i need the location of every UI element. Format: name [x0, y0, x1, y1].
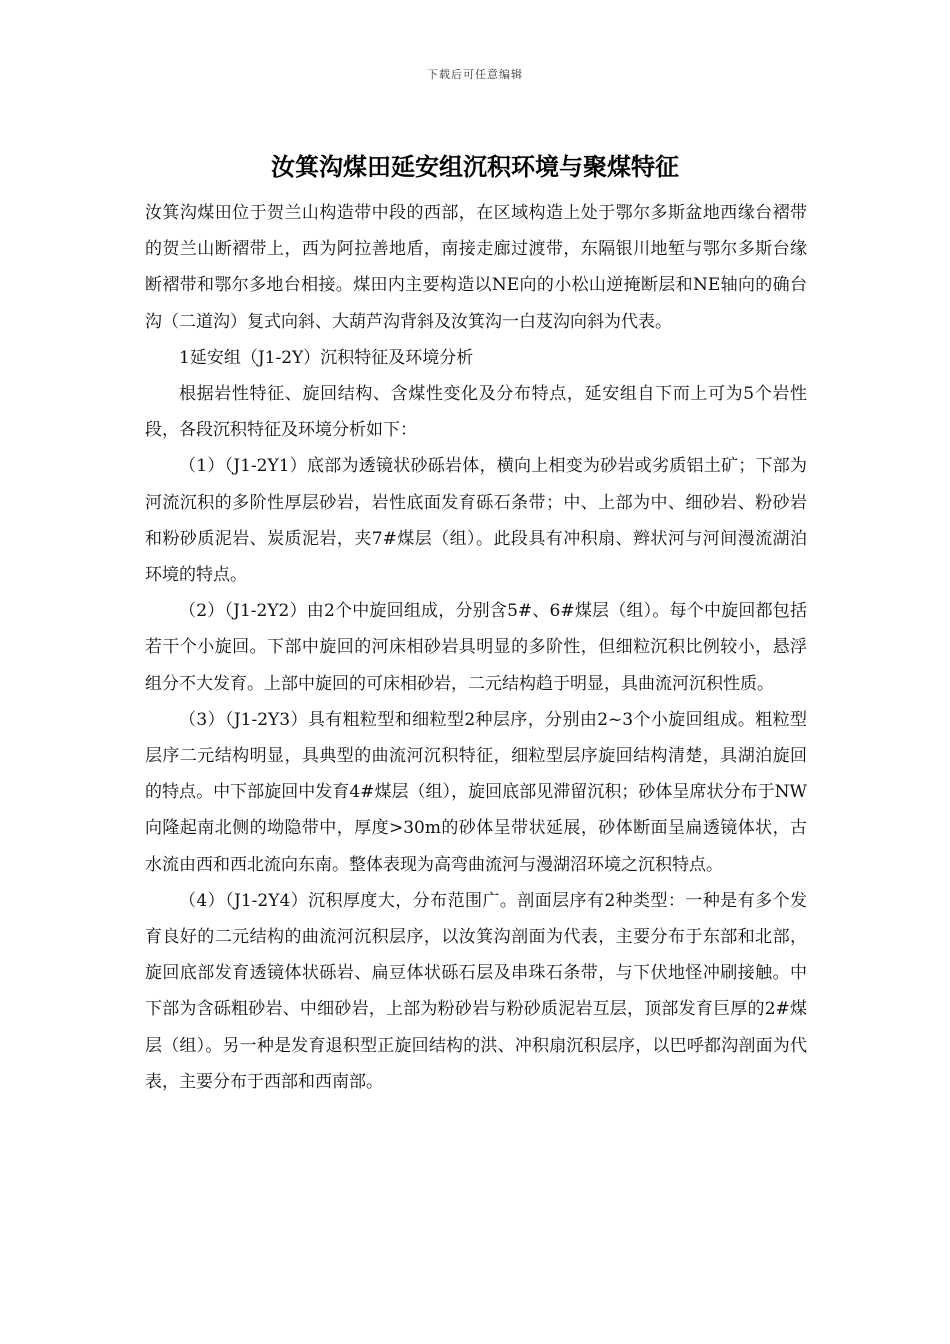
- header-note: 下载后可任意编辑: [427, 68, 523, 81]
- paragraph-y1: （1）（J1-2Y1）底部为透镜状砂砾岩体，横向上相变为砂岩或劣质铝土矿；下部为河流沉积的多阶性厚层砂岩，岩性底面发育砾石条带；中、上部为中、细砂岩、粉砂岩和粉砂质泥岩、炭质泥岩，夹7#煤层（组）。此段具有冲积扇、辫状河与河间漫流湖泊环境的特点。: [145, 456, 807, 586]
- section-heading: 1延安组（J1-2Y）沉积特征及环境分析: [179, 347, 474, 368]
- paragraph-y2: （2）（J1-2Y2）由2个中旋回组成，分别含5#、6#煤层（组）。每个中旋回都包括若干个小旋回。下部中旋回的河床相砂岩具明显的多阶性，但细粒沉积比例较小，悬浮组分不大发育。上部中旋回的可床相砂岩，二元结构趋于明显，具曲流河沉积性质。: [145, 601, 807, 694]
- document-body: [145, 195, 807, 1100]
- page-title: 汝箕沟煤田延安组沉积环境与聚煤特征: [271, 153, 679, 181]
- paragraph-y3: （3）（J1-2Y3）具有粗粒型和细粒型2种层序，分别由2~3个小旋回组成。粗粒型层序二元结构明显，具典型的曲流河沉积特征，细粒型层序旋回结构清楚，具湖泊旋回的特点。中下部旋回中发育4#煤层（组），旋回底部见滞留沉积；砂体呈席状分布于NW向隆起南北侧的坳隐带中，厚度>30m的砂体呈带状延展，砂体断面呈扁透镜体状，古水流由西和西北流向东南。整体表现为高弯曲流河与漫湖沼环境之沉积特点。: [145, 709, 807, 875]
- paragraph-y4: （4）（J1-2Y4）沉积厚度大，分布范围广。剖面层序有2种类型：一种是有多个发育良好的二元结构的曲流河沉积层序，以汝箕沟剖面为代表，主要分布于东部和北部，旋回底部发育透镜体状砾岩、扁豆体状砾石层及串珠石条带，与下伏地怪冲刷接触。中下部为含砾粗砂岩、中细砂岩，上部为粉砂岩与粉砂质泥岩互层，顶部发育巨厚的2#煤层（组）。另一种是发育退积型正旋回结构的洪、冲积扇沉积层序，以巴呼都沟剖面为代表，主要分布于西部和西南部。: [145, 890, 807, 1092]
- paragraph-overview: 根据岩性特征、旋回结构、含煤性变化及分布特点，延安组自下而上可为5个岩性段，各段沉积特征及环境分析如下：: [145, 384, 807, 441]
- paragraph-intro: 汝箕沟煤田位于贺兰山构造带中段的西部，在区域构造上处于鄂尔多斯盆地西缘台褶带的贺兰山断褶带上，西为阿拉善地盾，南接走廊过渡带，东隔银川地堑与鄂尔多斯台缘断褶带和鄂尔多地台相接。煤田内主要构造以NE向的小松山逆掩断层和NE轴向的确台沟（二道沟）复式向斜、大葫芦沟背斜及汝箕沟一白芨沟向斜为代表。: [145, 203, 807, 332]
